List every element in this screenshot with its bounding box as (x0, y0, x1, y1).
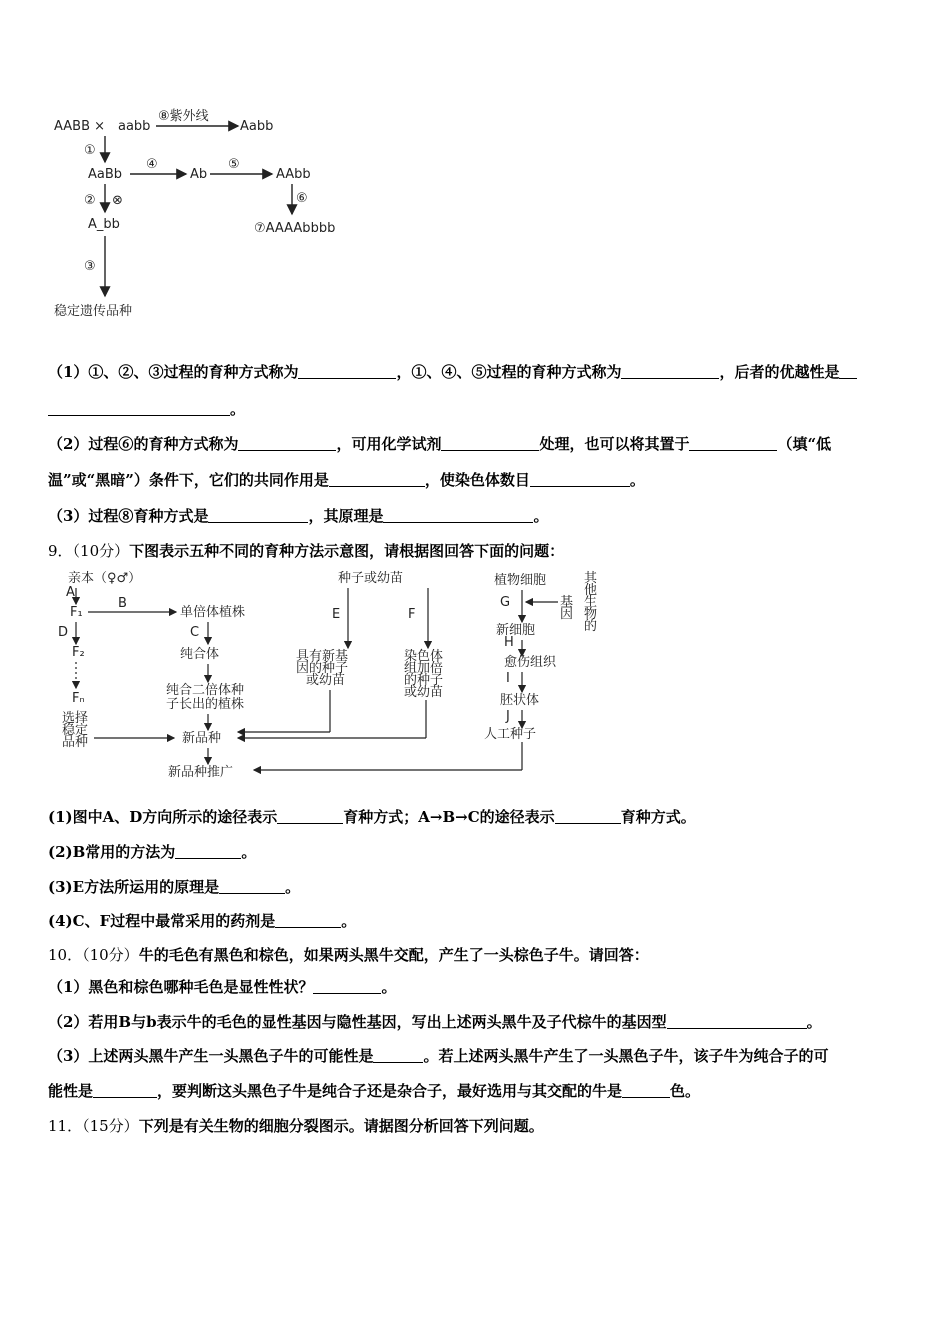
step1-label: ① (84, 143, 96, 158)
q11-score: （15分） (82, 1117, 139, 1135)
f1-aabb: AaBb (88, 167, 123, 182)
q9-sub4-text-a: (4)C、F过程中最常采用的药剂是 (48, 912, 276, 930)
answer-blank[interactable] (441, 436, 539, 451)
parent-label: 亲本（♀♂） (68, 571, 142, 586)
q8-sub3-text-c: 。 (533, 507, 549, 525)
gene-line2: 因 (560, 607, 574, 622)
select-line2: 稳定 (62, 723, 89, 738)
select-line3: 品种 (62, 735, 89, 750)
path-a-label: A (66, 585, 75, 600)
q10-score: （10分） (82, 946, 139, 964)
other-line4: 物 (584, 607, 598, 622)
q9-sub2-text-a: (2)B常用的方法为 (48, 843, 176, 861)
q10-number: 10． (48, 946, 83, 964)
q10-sub1-text-a: （1）黑色和棕色哪种毛色是显性性状？ (48, 978, 314, 996)
path-b-label: B (118, 596, 127, 611)
answer-blank[interactable] (622, 1083, 670, 1098)
answer-blank[interactable] (219, 879, 285, 894)
breeding-scheme-figure (50, 100, 350, 325)
q8-sub1-text-c: ，后者的优越性是 (719, 363, 840, 381)
answer-blank[interactable] (175, 844, 241, 859)
other-line3: 生 (584, 595, 598, 610)
q10-sub1-text-b: 。 (381, 978, 397, 996)
q10-sub1 (48, 976, 396, 997)
q10-sub3-line1 (48, 1045, 828, 1066)
f2-label: F₂ (72, 645, 85, 660)
path-d-label: D (58, 625, 69, 640)
chrom-line1: 染色体 (404, 649, 444, 664)
callus-label: 愈伤组织 (504, 655, 557, 670)
answer-blank[interactable] (555, 809, 621, 824)
answer-blank[interactable] (329, 472, 425, 487)
other-line1: 其 (584, 571, 598, 586)
pure-diploid-line2: 子长出的植株 (166, 697, 245, 712)
fn-label: Fₙ (72, 691, 85, 706)
path-g-label: G (500, 595, 511, 610)
other-line2: 他 (584, 583, 598, 598)
q8-sub1-text-a: （1）①、②、③过程的育种方式称为 (48, 363, 299, 381)
q9-stem-text: 下图表示五种不同的育种方法示意图，请根据图回答下面的问题： (129, 542, 565, 560)
path-j-label: J (506, 709, 510, 724)
q10-sub3-text-e: 色。 (670, 1082, 701, 1100)
answer-blank[interactable] (93, 1083, 157, 1098)
answer-blank[interactable] (373, 1048, 423, 1063)
q10-sub2 (48, 1011, 822, 1032)
q8-sub1-text-d: 。 (230, 400, 246, 418)
answer-blank[interactable] (383, 508, 533, 523)
mutant-aabb: Aabb (240, 119, 274, 134)
pure-diploid-line1: 纯合二倍体种 (166, 683, 245, 698)
q10-sub2-text-a: （2）若用B与b表示牛的毛色的显性基因与隐性基因，写出上述两头黑牛及子代棕牛的基因型 (48, 1013, 667, 1031)
new-gene-line1: 具有新基 (296, 649, 349, 664)
a-bb-label: A_bb (88, 217, 120, 232)
answer-blank[interactable] (208, 508, 308, 523)
q8-sub2-line2 (48, 469, 645, 490)
path-h-label: H (504, 635, 514, 650)
q9-sub2-text-b: 。 (241, 843, 257, 861)
five-breeding-methods-figure (48, 566, 608, 786)
stable-variety-label: 稳定遗传品种 (54, 304, 133, 319)
new-gene-line3: 或幼苗 (306, 673, 346, 688)
new-variety-label: 新品种 (182, 731, 222, 746)
self-cross-icon: ⊗ (112, 193, 123, 208)
answer-blank[interactable] (275, 913, 341, 928)
haploid-ab: Ab (190, 167, 208, 182)
q9-stem (48, 540, 564, 561)
q9-sub3 (48, 876, 300, 897)
f1-label: F₁ (70, 605, 83, 620)
q10-stem (48, 944, 649, 965)
q10-sub3-text-d: ，要判断这头黑色子牛是纯合子还是杂合子，最好选用与其交配的牛是 (157, 1082, 623, 1100)
q8-sub3-text-a: （3）过程⑧育种方式是 (48, 507, 209, 525)
q11-stem-text: 下列是有关生物的细胞分裂图示。请据图分析回答下列问题。 (138, 1117, 544, 1135)
q9-sub1-text-c: 育种方式。 (620, 808, 696, 826)
tetraploid-label: ⑦AAAAbbbb (254, 221, 336, 236)
q8-sub2-text-b: ，可用化学试剂 (336, 435, 442, 453)
select-line1: 选择 (62, 711, 89, 726)
path-i-label: I (506, 671, 510, 686)
answer-blank[interactable] (621, 364, 719, 379)
q10-stem-text: 牛的毛色有黑色和棕色，如果两头黑牛交配，产生了一头棕色子牛。请回答： (138, 946, 649, 964)
q8-sub3-line (48, 505, 548, 526)
aabb-double: AAbb (276, 167, 311, 182)
chrom-line3: 的种子 (404, 673, 444, 688)
step2-label: ② (84, 193, 96, 208)
q8-sub1-line1 (48, 361, 857, 382)
q8-sub2-text-c: 处理，也可以将其置于 (539, 435, 690, 453)
path-e-label: E (332, 607, 341, 622)
q10-sub2-text-b: 。 (806, 1013, 822, 1031)
pure-line-label: 纯合体 (180, 647, 220, 662)
q9-sub4-text-b: 。 (341, 912, 357, 930)
new-gene-line2: 因的种子 (296, 661, 349, 676)
gene-line1: 基 (560, 595, 574, 610)
answer-blank[interactable] (689, 436, 777, 451)
step6-label: ⑥ (296, 191, 308, 206)
answer-blank[interactable] (530, 472, 630, 487)
q9-sub3-text-b: 。 (285, 878, 301, 896)
chrom-line2: 组加倍 (404, 661, 444, 676)
q11-number: 11． (48, 1117, 83, 1135)
q10-sub3-text-c: 能性是 (48, 1082, 94, 1100)
q10-sub3-text-b: 。若上述两头黑牛产生了一头黑色子牛，该子牛为纯合子的可 (423, 1047, 829, 1065)
q8-sub2-text-f: ，使染色体数目 (424, 471, 530, 489)
other-line5: 的 (584, 619, 598, 634)
q10-sub3-line2 (48, 1080, 700, 1101)
q9-sub3-text-a: (3)E方法所运用的原理是 (48, 878, 220, 896)
q10-sub3-text-a: （3）上述两头黑牛产生一头黑色子牛的可能性是 (48, 1047, 374, 1065)
seed-label: 种子或幼苗 (338, 571, 404, 586)
q8-sub2-text-d: （填“低 (777, 435, 832, 453)
q9-sub2 (48, 841, 256, 862)
q8-sub1-line2 (48, 398, 245, 419)
new-cell-label: 新细胞 (496, 623, 536, 638)
promote-label: 新品种推广 (168, 765, 234, 780)
step8-label: ⑧紫外线 (158, 109, 209, 124)
path-c-label: C (190, 625, 200, 640)
haploid-plant-label: 单倍体植株 (180, 605, 246, 620)
embryoid-label: 胚状体 (500, 693, 540, 708)
q8-sub1-text-b: ，①、④、⑤过程的育种方式称为 (396, 363, 622, 381)
answer-blank[interactable] (839, 364, 857, 379)
q8-sub2-text-a: （2）过程⑥的育种方式称为 (48, 435, 239, 453)
q11-stem (48, 1115, 544, 1136)
artificial-seed-label: 人工种子 (484, 727, 537, 742)
parent-aabb-left: AABB × (54, 119, 106, 134)
q9-sub1 (48, 806, 696, 827)
parent-aabb-right: aabb (118, 119, 151, 134)
step5-label: ⑤ (228, 157, 240, 172)
q9-sub4 (48, 910, 356, 931)
q9-sub1-text-b: 育种方式；A→B→C的途径表示 (343, 808, 555, 826)
chrom-line4: 或幼苗 (404, 685, 444, 700)
step3-label: ③ (84, 259, 96, 274)
plant-cell-label: 植物细胞 (494, 573, 547, 588)
answer-blank[interactable] (313, 979, 381, 994)
q8-sub2-text-e: 温”或“黑暗”）条件下，它们的共同作用是 (48, 471, 329, 489)
q8-sub2-text-g: 。 (629, 471, 645, 489)
answer-blank[interactable] (48, 401, 230, 416)
answer-blank[interactable] (238, 436, 336, 451)
answer-blank[interactable] (298, 364, 396, 379)
q8-sub3-text-b: ，其原理是 (308, 507, 384, 525)
q9-sub1-text-a: (1)图中A、D方向所示的途径表示 (48, 808, 278, 826)
answer-blank[interactable] (277, 809, 343, 824)
q9-score: （10分） (72, 542, 130, 560)
step4-label: ④ (146, 157, 158, 172)
q9-number: 9． (48, 542, 73, 560)
path-f-label: F (408, 607, 416, 622)
q8-sub2-line1 (48, 433, 831, 454)
answer-blank[interactable] (667, 1014, 807, 1029)
